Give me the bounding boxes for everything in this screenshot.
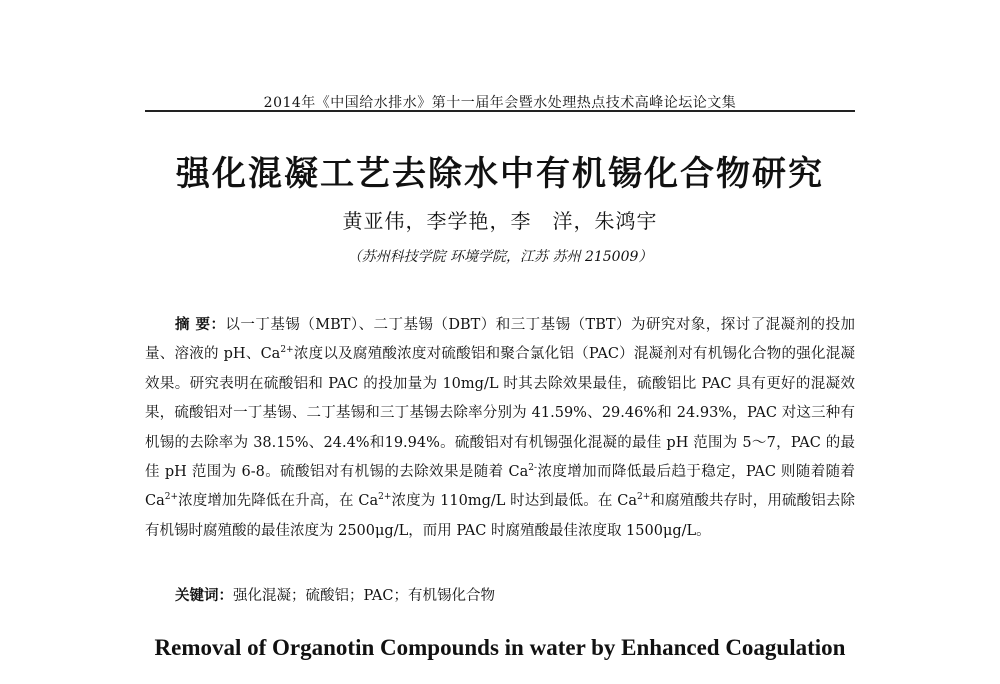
- running-header: 2014年《中国给水排水》第十一届年会暨水处理热点技术高峰论坛论文集: [263, 95, 737, 111]
- keywords-label: 关键词：: [175, 588, 233, 604]
- abstract-text-5: 浓度为 110mg/L 时达到最低。在 Ca: [391, 493, 637, 510]
- superscript-charge: 2+: [636, 492, 651, 503]
- abstract-label: 摘 要：: [175, 317, 226, 333]
- abstract-block: [145, 311, 855, 546]
- keywords-text: 强化混凝；硫酸铝；PAC；有机锡化合物: [233, 588, 495, 604]
- abstract-text-6: 和腐殖酸共存时，用硫酸铝去除有机锡时腐殖酸的最佳浓度为 2500μg/L，而用 PAC 时腐殖酸最佳浓度取 1500μg/L。: [145, 493, 855, 539]
- keywords-line: [175, 584, 855, 605]
- abstract-text-3: 浓度增加而降低最后趋于稳定，PAC 则随着随着 Ca: [145, 464, 855, 510]
- abstract-text-2: 浓度以及腐殖酸浓度对硫酸铝和聚合氯化铝（PAC）混凝剂对有机锡化合物的强化混凝效果。研究表明在硫酸铝和 PAC 的投加量为 10mg/L 时其去除效果最佳，硫酸铝比 PAC 具有更好的混凝效果，硫酸铝对一丁基锡、二丁基锡和三丁基锡去除率分别为 41.59%、29.46%和 24.93%，PAC 对这三种有机锡的去除率为 38.15%、24.4%和19.94%。硫酸铝对有机锡强化混凝的最佳 pH 范围为 5～7，PAC 的最佳 pH 范围为 6-8。硫酸铝对有机锡的去除效果是随着 Ca: [145, 346, 855, 481]
- english-title: Removal of Organotin Compounds in water by Enhanced Coagulation: [154, 635, 846, 660]
- abstract-text-4: 浓度增加先降低在升高，在 Ca: [178, 493, 379, 510]
- header-rule: [145, 110, 855, 112]
- superscript-charge: 2+: [378, 492, 392, 503]
- author-list: 黄亚伟，李学艳，李 洋，朱鸿宇: [342, 209, 658, 233]
- affiliation: （苏州科技学院 环境学院，江苏 苏州 215009）: [347, 249, 653, 265]
- paper-title: 强化混凝工艺去除水中有机锡化合物研究: [176, 154, 824, 194]
- superscript-charge: 2+: [280, 345, 294, 356]
- abstract-text-1: 以一丁基锡（MBT）、二丁基锡（DBT）和三丁基锡（TBT）为研究对象，探讨了混凝剂的投加量、溶液的 pH、Ca: [145, 317, 855, 363]
- superscript-charge: 2-: [528, 463, 538, 474]
- superscript-charge: 2+: [164, 492, 179, 503]
